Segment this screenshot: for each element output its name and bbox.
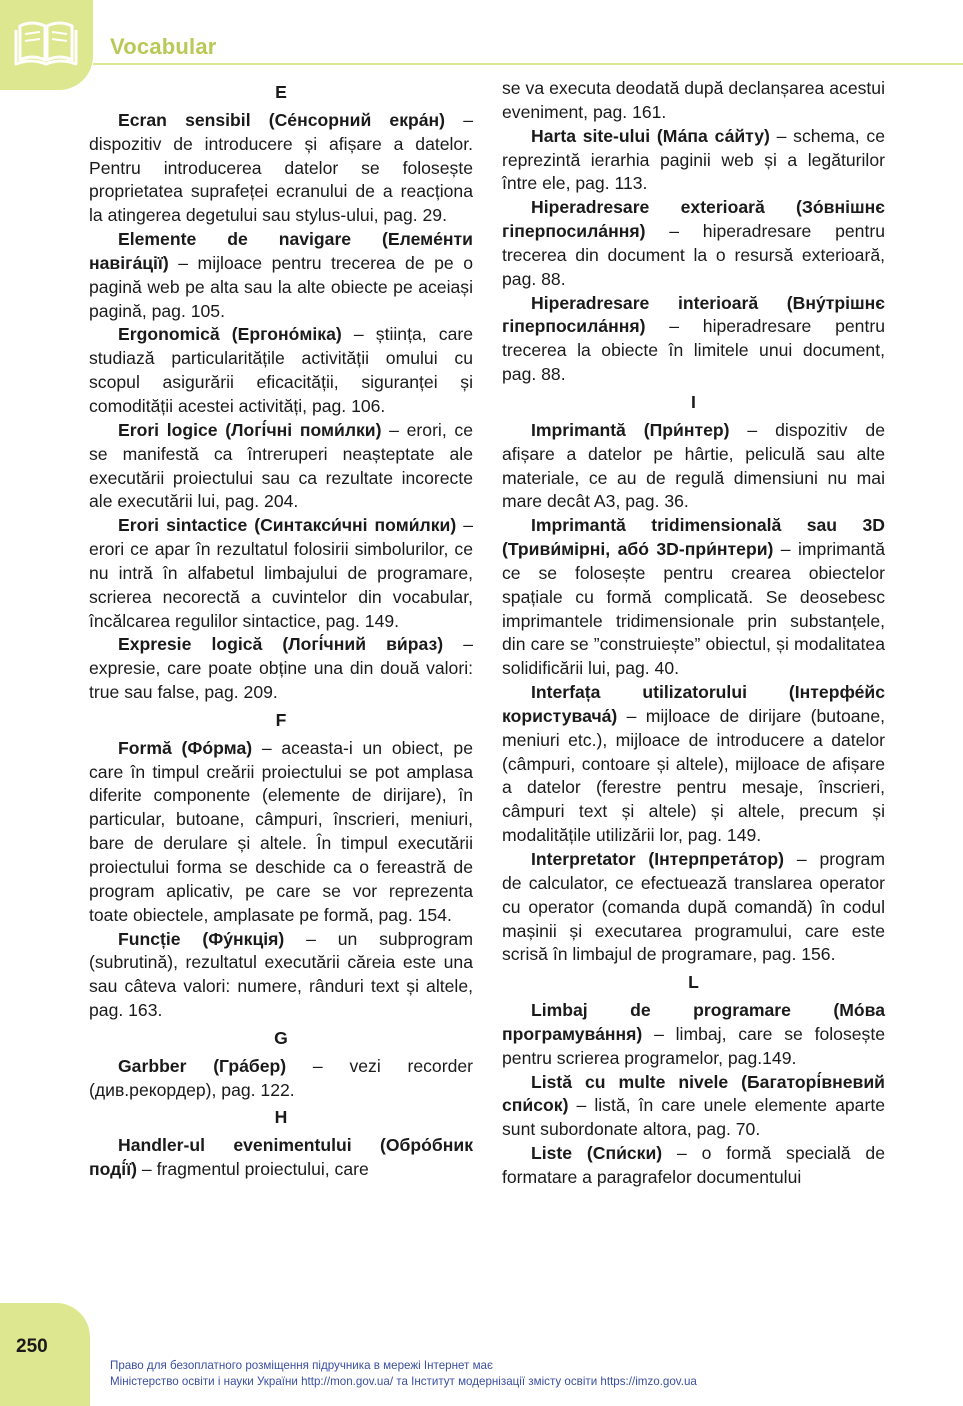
glossary-entry	[89, 1055, 473, 1103]
entry-term: Interfața utilizatorului (Інтерфе́йс користувача́)	[502, 682, 885, 726]
entry-definition: – un subprogram (subrutină), rezultatul executării căreia este una sau câteva valori: numere, rânduri text și altele, pag. 163.	[89, 928, 473, 1021]
entry-term: Erori logice (Логі́чні поми́лки)	[118, 419, 382, 440]
entry-term: Garbber (Гра́бер)	[118, 1055, 287, 1076]
entry-definition: – vezi recorder (див.рекордер), pag. 122.	[89, 1055, 473, 1100]
right-column	[502, 77, 885, 1190]
entry-definition: – dispozitiv de introducere și afișare a datelor. Pentru introducerea datelor se folosește proprietatea suprafeței ecranului de a reacționa la atingerea degetului sau stylus-ului, pag. 29.	[89, 109, 473, 226]
entry-term: Hiperadresare exterioară (Зо́внішнє гіперпосила́ння)	[502, 197, 885, 242]
glossary-entry	[502, 1071, 885, 1143]
header-divider	[93, 63, 963, 65]
entry-definition: – o formă specială de formatare a paragrafelor documentului	[502, 1143, 885, 1187]
section-letter: G	[274, 1027, 288, 1048]
entry-definition: – limbaj, care se folosește pentru scrierea programelor, pag.149.	[502, 1023, 885, 1068]
entry-definition: – hiperadresare pentru trecerea la obiecte în limitele unui document, pag. 88.	[502, 316, 885, 385]
glossary-entry	[502, 1142, 885, 1190]
entry-term: Erori sintactice (Синтакси́чні поми́лки)	[118, 515, 457, 536]
entry-definition: – fragmentul proiectului, care	[137, 1159, 369, 1180]
entry-definition: – listă, în care unele elemente aparte sunt subordonate altora, pag. 70.	[502, 1095, 885, 1140]
entry-term: Funcție (Фу́нкція)	[118, 928, 285, 949]
header-tab	[0, 0, 93, 90]
section-letter: E	[275, 82, 287, 102]
entry-term: Limbaj de programare (Мо́ва програмува́ння)	[502, 1000, 885, 1044]
section-title: Vocabular	[110, 34, 217, 59]
glossary-entry	[502, 419, 885, 514]
open-book-icon	[14, 14, 78, 70]
entry-term: Harta site-ului (Ма́па са́йту)	[531, 125, 770, 146]
section-letter: H	[274, 1107, 288, 1128]
footer-line: Міністерство освіти і науки України http://mon.gov.ua/ та Інститут модернізації змісту освіти https://imzo.gov.ua	[110, 1375, 697, 1388]
glossary-entry	[502, 196, 885, 291]
glossary-entry	[89, 737, 473, 928]
entry-definition: – dispozitiv de afișare a datelor pe hârtie, peliculă sau alte materiale, ce au de regulă dimensiuni nu mai mare decât A3, pag. 36.	[502, 419, 885, 512]
entry-term: Expresie logică (Логі́чний ви́раз)	[118, 634, 444, 655]
entry-definition: – erori, ce se manifestă ca întreruperi neașteptate ale executării proiectului sau ca rezultate incorecte ale executării lui, pag. 204.	[89, 419, 473, 512]
entry-definition: – mijloace de dirijare (butoane, meniuri etc.), mijloace de introducere a datelor (câmpuri, contoare și altele), mijloace de afișare a datelor (ferestre pentru mesaje, înscrieri, câmpuri text și altele) și altele, precum și modalitățile utilizării lor, pag. 149.	[502, 705, 885, 846]
glossary-entry	[502, 125, 885, 197]
entry-term: Listă cu multe nivele (Багаторі́вневий спи́сок)	[502, 1071, 885, 1116]
glossary-entry	[502, 848, 885, 967]
entry-definition: – imprimantă ce se folosește pentru crearea obiectelor spațiale cu formă complicată. Se deosebesc imprimantele tridimensionale prin substanțele, din care se ”construiește” obiectul, și modalitatea solidificării lui, pag. 40.	[502, 539, 885, 679]
glossary-entry	[89, 419, 473, 514]
entry-definition: – știința, care studiază particularitățile activității omului cu scopul asigurării eficacității, siguranței și comodității acestei activități, pag. 106.	[89, 324, 473, 416]
glossary-entry	[502, 292, 885, 387]
entry-term: Handler-ul evenimentului (Обро́бник поді́ї)	[89, 1135, 473, 1180]
entry-definition: – schema, ce reprezintă ierarhia paginii web și a legăturilor între ele, pag. 113.	[502, 125, 885, 194]
entry-term: Imprimantă (При́нтер)	[531, 419, 730, 440]
entry-definition: – expresie, care poate obține una din două valori: true sau false, pag. 209.	[89, 634, 473, 703]
entry-term: Formă (Фо́рма)	[118, 737, 253, 758]
footer-line: Право для безоплатного розміщення підручника в мережі Інтернет має	[110, 1359, 493, 1372]
section-letter: F	[275, 709, 287, 730]
entry-continuation: se va executa deodată după declanșarea acestui eveniment, pag. 161.	[502, 78, 885, 122]
entry-definition: – mijloace pentru trecerea de pe o pagină web pe alta sau la alte obiecte pe aceiași pagină, pag. 105.	[89, 252, 473, 321]
entry-term: Liste (Спи́ски)	[531, 1143, 663, 1164]
glossary-entry	[89, 109, 473, 228]
left-column	[89, 77, 473, 1182]
glossary-entry	[89, 633, 473, 705]
glossary-entry	[502, 681, 885, 848]
page-number: 250	[16, 1336, 48, 1357]
glossary-entry	[89, 514, 473, 633]
entry-term: Elemente de navigare (Елеме́нти навіга́ції)	[89, 229, 473, 273]
entry-term: Hiperadresare interioară (Вну́трішнє гіперпосила́ння)	[502, 292, 885, 337]
entry-term: Interpretator (Інтерпрета́тор)	[531, 849, 785, 869]
section-letter: L	[688, 972, 699, 993]
entry-definition: – erori ce apar în rezultatul folosirii simbolurilor, ce nu intră în alfabetul limbajului de programare, scrierea necorectă a cuvintelor din vocabular, încălcarea regulilor sintactice, pag. 149.	[89, 515, 473, 631]
entry-definition: – program de calculator, ce efectuează translarea operator cu operator (comanda după comandă) în codul mașinii și executarea programului, care este scrisă în limbajul de programare, pag. 156.	[502, 849, 886, 965]
entry-definition: – aceasta-i un obiect, pe care în timpul creării proiectului se pot amplasa diferite componente (elemente de dirijare), în particular, butoane, câmpuri, înscrieri, meniuri, bare de derulare și altele. În timpul executării proiectului forma se deschide ca o fereastră de program aplicativ, pe care se vor reprezenta toate obiectele, amplasate pe formă, pag. 154.	[89, 737, 473, 925]
glossary-entry	[89, 323, 473, 418]
footer-notice	[110, 1358, 697, 1390]
entry-definition: – hiperadresare pentru trecerea din document la o resursă exterioară, pag. 88.	[502, 221, 885, 289]
glossary-entry	[502, 514, 885, 681]
glossary-entry	[89, 928, 473, 1023]
entry-term: Ecran sensibil (Се́нсорний екра́н)	[118, 109, 446, 130]
section-letter: I	[691, 391, 696, 412]
glossary-entry	[89, 1134, 473, 1182]
glossary-entry	[502, 999, 885, 1071]
glossary-entry	[89, 228, 473, 323]
entry-term: Ergonomică (Ергоно́міка)	[118, 324, 342, 345]
entry-term: Imprimantă tridimensională sau 3D (Триви́мірні, або́ 3D-при́нтери)	[502, 515, 885, 560]
